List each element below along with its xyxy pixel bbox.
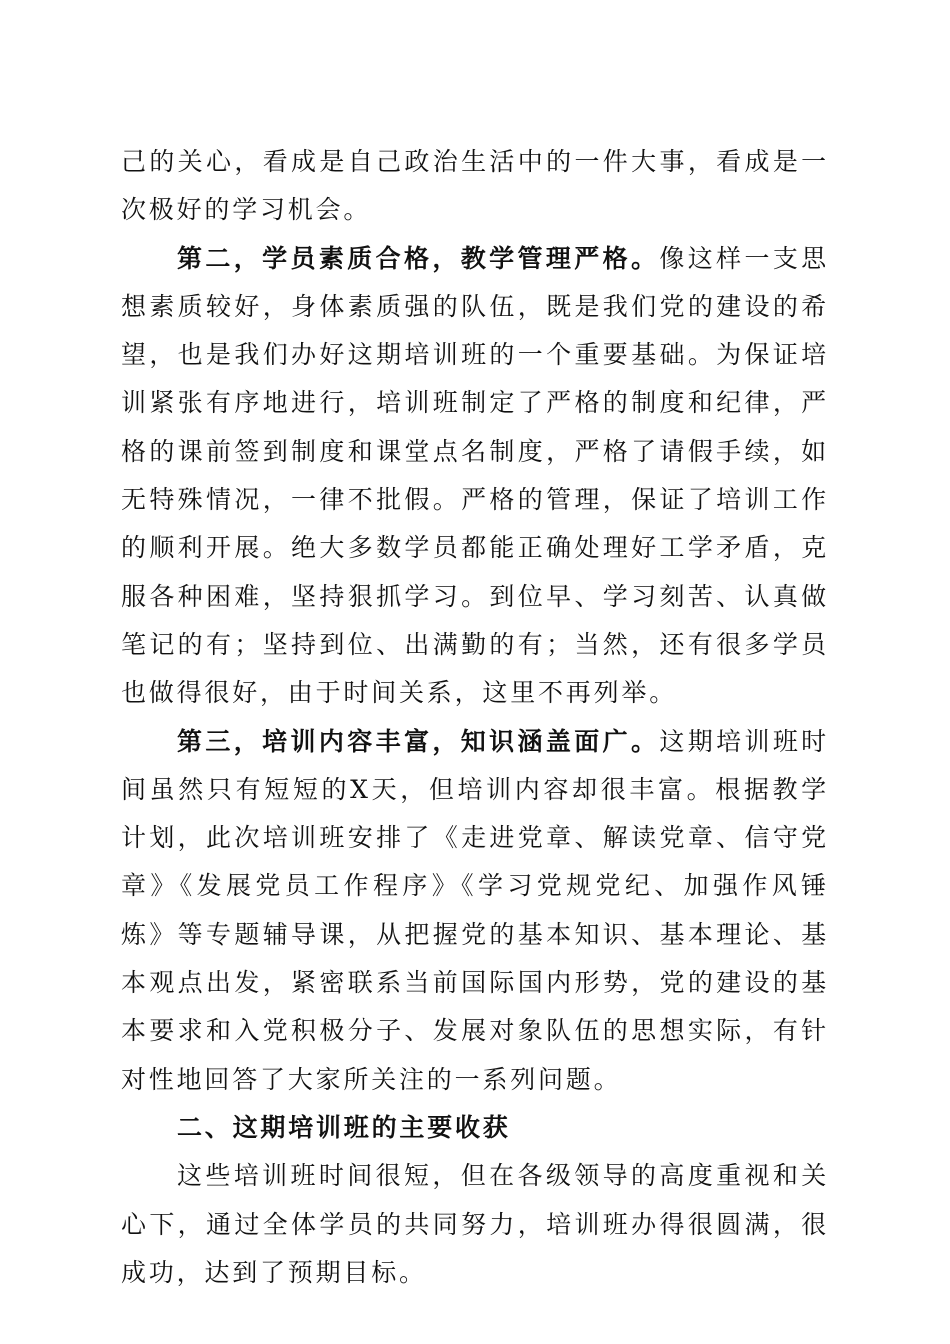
paragraph-text: 己的关心，看成是自己政治生活中的一件大事，看成是一次极好的学习机会。: [121, 147, 829, 225]
document-body: [121, 138, 829, 1297]
paragraph-text: 这些培训班时间很短，但在各级领导的高度重视和关心下，通过全体学员的共同努力，培训班办得很圆满，很成功，达到了预期目标。: [121, 1161, 829, 1287]
paragraph-closing: [121, 1152, 829, 1297]
section-heading: [121, 1104, 829, 1152]
paragraph-lead: 第二，学员素质合格，教学管理严格。: [177, 243, 660, 273]
paragraph-third-point: [121, 718, 829, 1104]
paragraph-text: 像这样一支思想素质较好，身体素质强的队伍，既是我们党的建设的希望，也是我们办好这期培训班的一个重要基础。为保证培训紧张有序地进行，培训班制定了严格的制度和纪律，严格的课前签到制度和课堂点名制度，严格了请假手续，如无特殊情况，一律不批假。严格的管理，保证了培训工作的顺利开展。绝大多数学员都能正确处理好工学矛盾，克服各种困难，坚持狠抓学习。到位早、学习刻苦、认真做笔记的有；坚持到位、出满勤的有；当然，还有很多学员也做得很好，由于时间关系，这里不再列举。: [121, 243, 829, 708]
paragraph-continuation: [121, 138, 829, 235]
section-heading-text: 二、这期培训班的主要收获: [177, 1112, 511, 1142]
paragraph-second-point: [121, 235, 829, 718]
paragraph-text: 这期培训班时间虽然只有短短的X天，但培训内容却很丰富。根据教学计划，此次培训班安排了《走进党章、解读党章、信守党章》《发展党员工作程序》《学习党规党纪、加强作风锤炼》等专题辅导课，从把握党的基本知识、基本理论、基本观点出发，紧密联系当前国际国内形势，党的建设的基本要求和入党积极分子、发展对象队伍的思想实际，有针对性地回答了大家所关注的一系列问题。: [121, 726, 829, 1094]
paragraph-lead: 第三，培训内容丰富，知识涵盖面广。: [177, 726, 660, 756]
